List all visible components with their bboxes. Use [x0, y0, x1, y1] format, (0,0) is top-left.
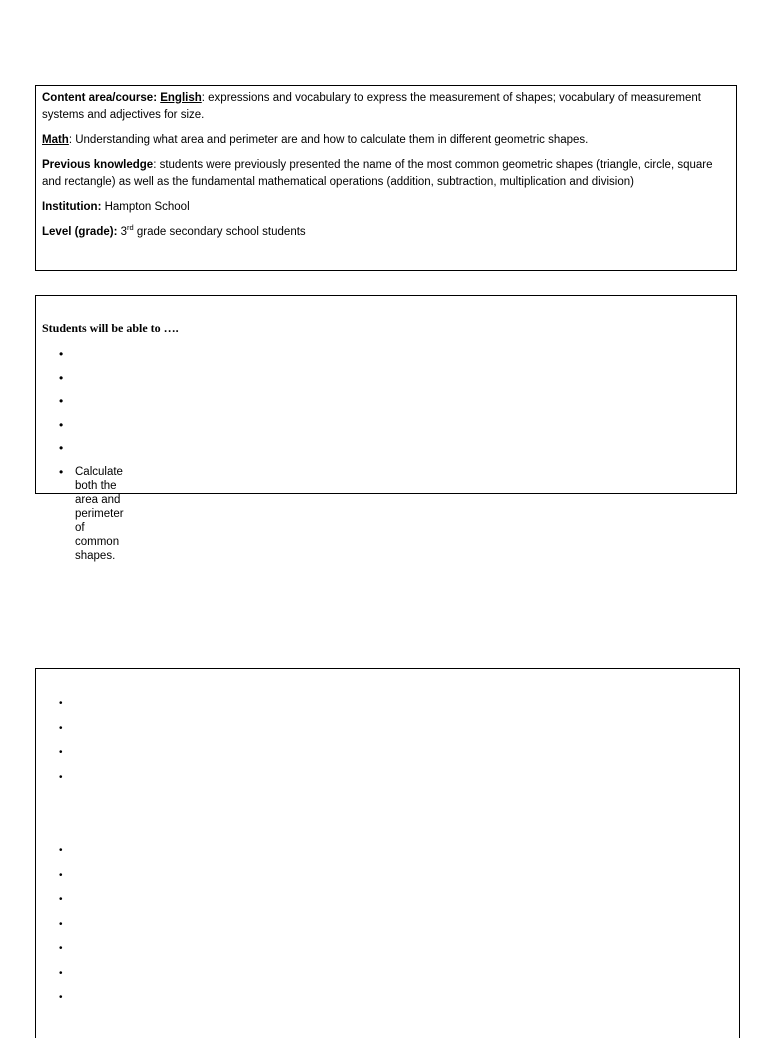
- bullet-icon: •: [59, 943, 63, 954]
- institution-text: Hampton School: [101, 201, 190, 213]
- bullet-icon: •: [59, 417, 64, 432]
- bullet-icon: •: [59, 894, 63, 905]
- level-number: 3: [117, 226, 128, 238]
- institution-label: Institution:: [42, 201, 102, 213]
- math-label: Math: [42, 134, 69, 146]
- level-text: grade secondary school students: [133, 226, 306, 238]
- objectives-box: [35, 295, 737, 562]
- content-area-label: Content area/course:: [42, 92, 158, 104]
- course-info-box: [35, 85, 737, 271]
- bullet-icon: •: [59, 347, 64, 361]
- bullet-icon: •: [59, 845, 63, 856]
- bullet-icon: •: [59, 747, 63, 758]
- objectives-heading: Students will be able to ….: [42, 321, 179, 335]
- bullet-icon: •: [59, 464, 64, 479]
- bullet-icon: •: [59, 992, 63, 1003]
- bullet-icon: •: [59, 967, 63, 979]
- bullet-icon: •: [59, 698, 63, 709]
- activities-box: [35, 668, 740, 1038]
- bullet-icon: •: [59, 722, 63, 734]
- level-label: Level (grade):: [42, 226, 118, 238]
- previous-knowledge-line: [42, 157, 730, 191]
- level-line: [42, 224, 730, 241]
- math-text: : Understanding what area and perimeter are and how to calculate them in different geometric shapes.: [68, 134, 589, 146]
- content-area-line: [42, 90, 730, 124]
- bullet-icon: •: [59, 370, 64, 385]
- english-text: : expressions and vocabulary to express the measurement of shapes; vocabulary of measurement systems and adjectives for size.: [42, 92, 701, 121]
- bullet-icon: •: [59, 441, 64, 455]
- english-label: English: [160, 92, 202, 104]
- previous-knowledge-label: Previous knowledge: [42, 159, 154, 171]
- bullet-icon: •: [59, 394, 64, 408]
- bullet-icon: •: [59, 869, 63, 881]
- bullet-icon: •: [59, 918, 63, 930]
- bullet-icon: •: [59, 771, 63, 783]
- math-line: [42, 132, 730, 149]
- institution-line: [42, 199, 730, 216]
- previous-knowledge-text: : students were previously presented the name of the most common geometric shapes (triangle, circle, square and rectangle) as well as the fundamental mathematical operations (addition, subtraction, multiplication and division): [42, 159, 713, 188]
- level-superscript: rd: [127, 223, 134, 233]
- list-item-text: Calculate both the area and perimeter of common shapes.: [75, 465, 124, 562]
